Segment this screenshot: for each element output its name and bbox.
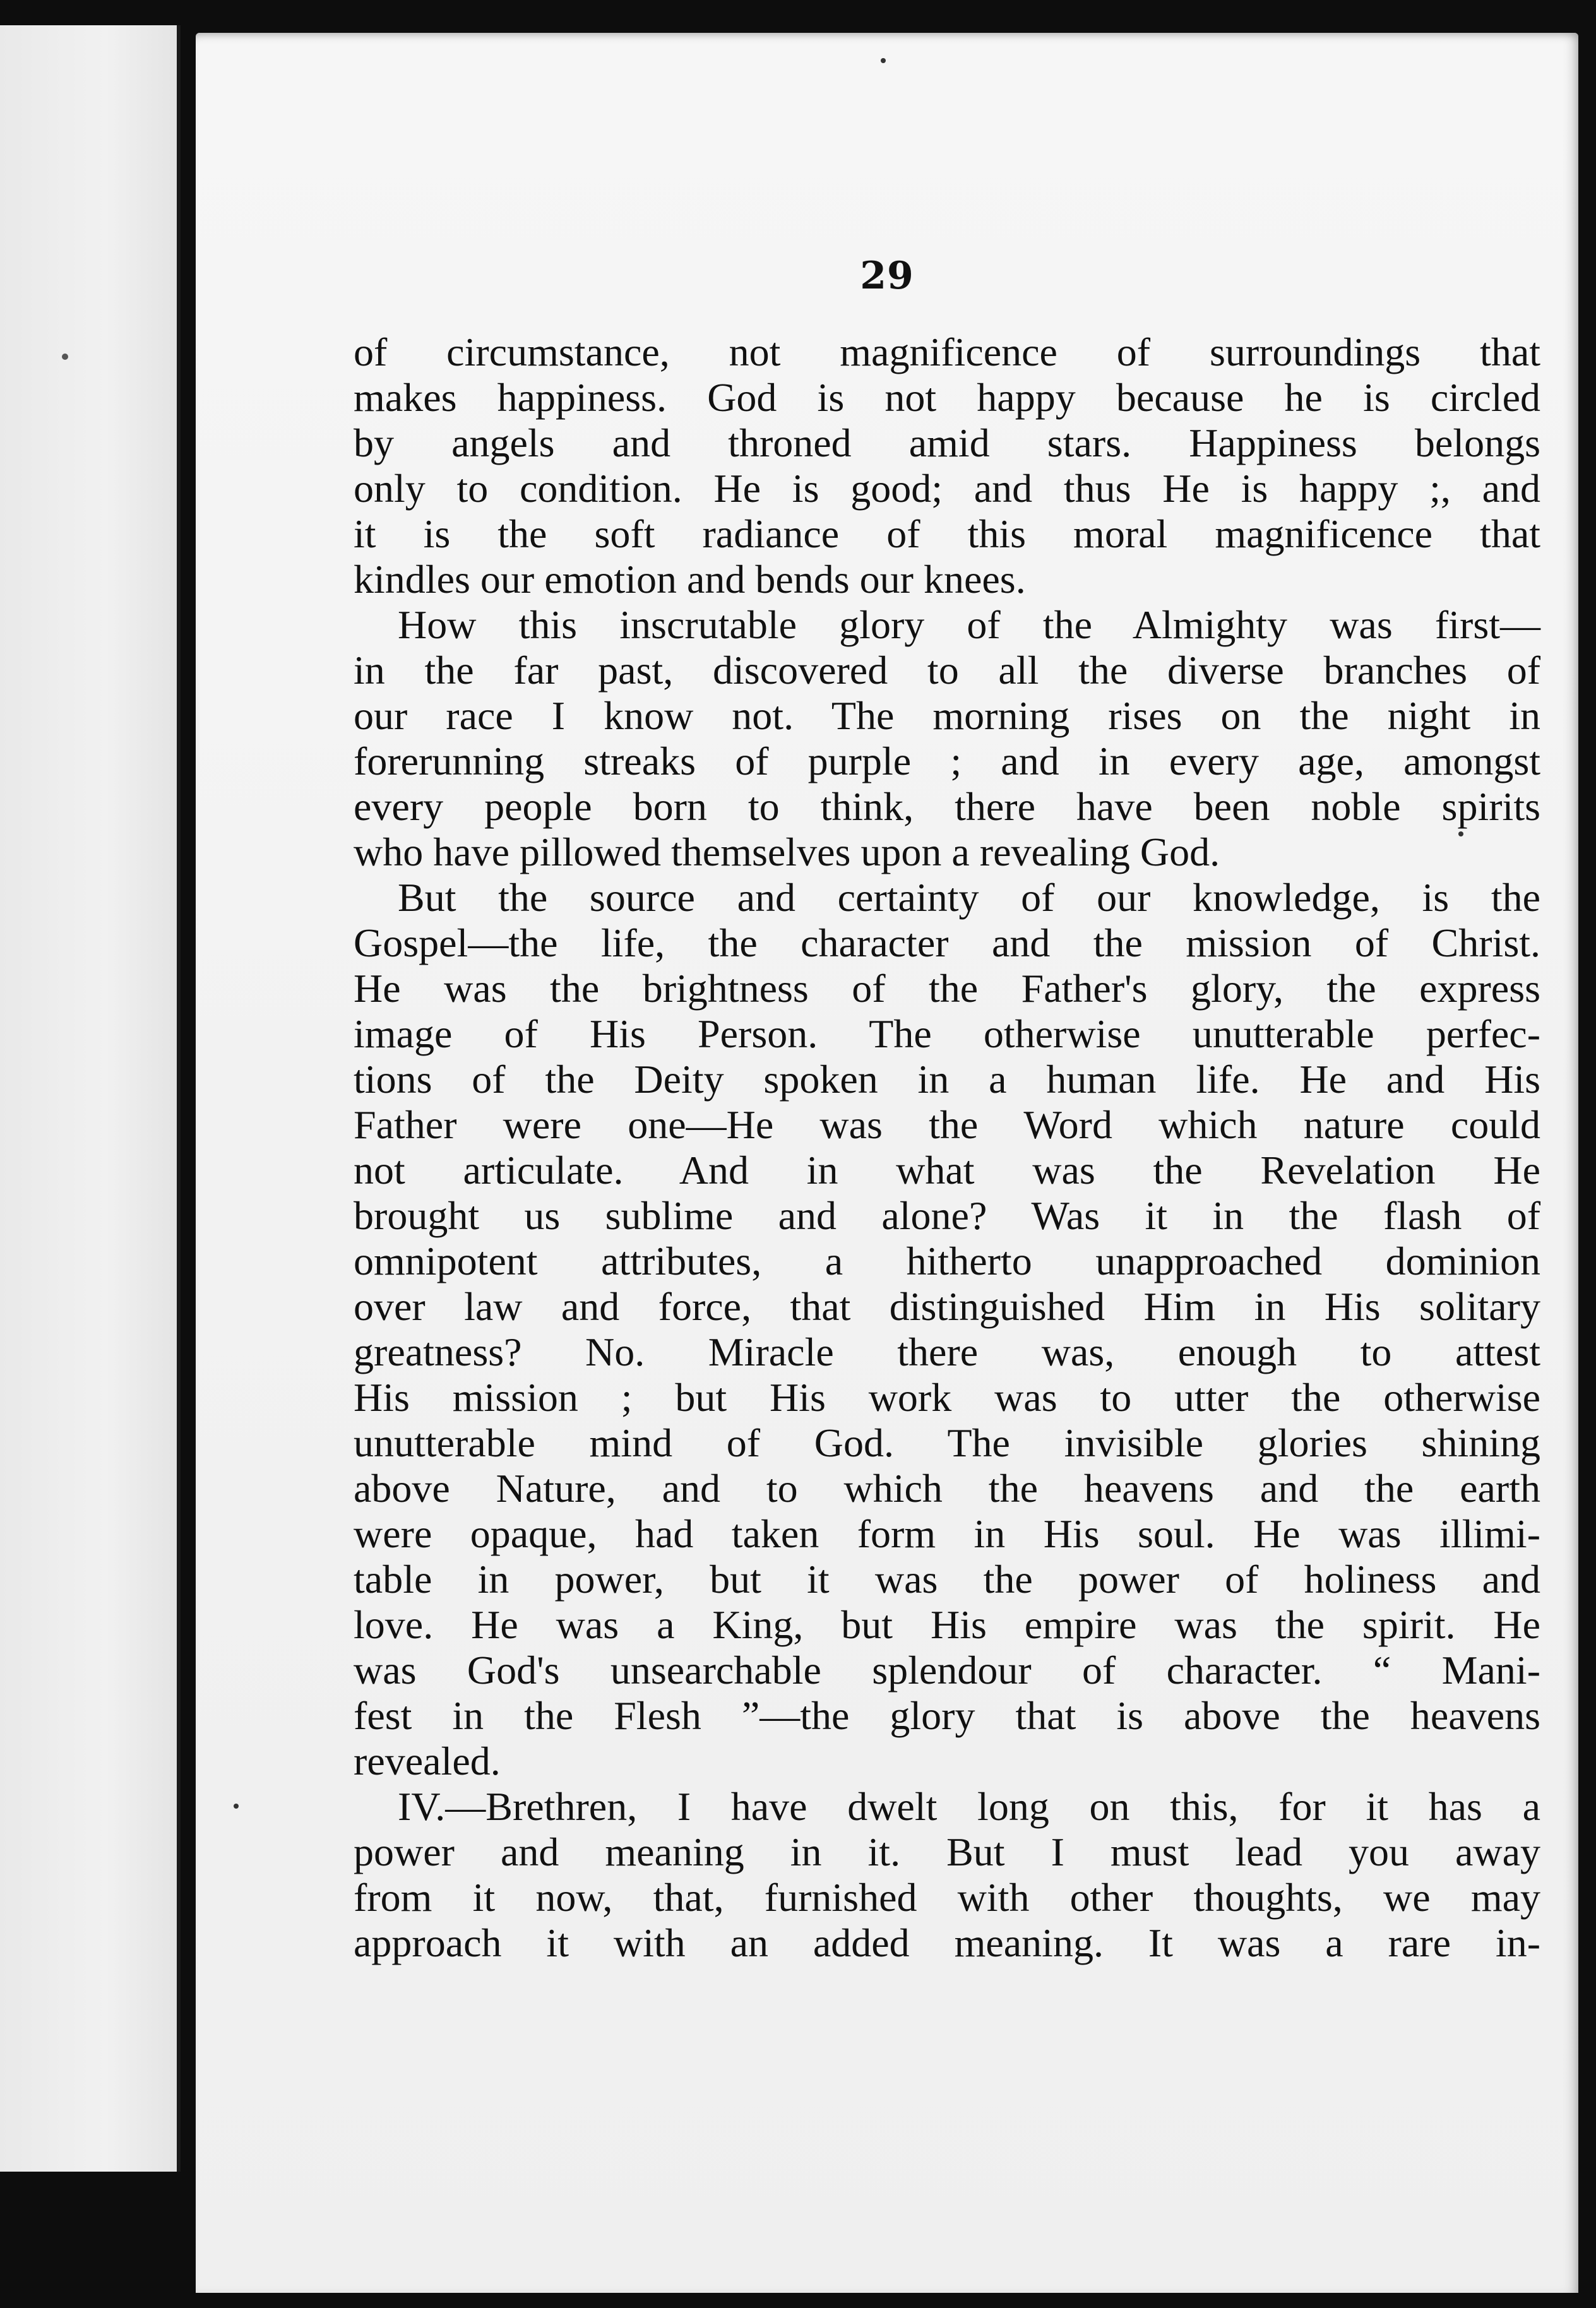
text-line-20: brought us sublime and alone? Was it in the flash of <box>354 1193 1540 1238</box>
text-line-36: approach it with an added meaning. It was a rare in- <box>354 1920 1540 1965</box>
text-line-15: He was the brightness of the Father's glory, the express <box>354 966 1540 1011</box>
text-line-11: every people born to think, there have been noble spirits <box>354 784 1540 829</box>
text-line-9: our race I know not. The morning rises on the night in <box>354 693 1540 738</box>
text-line-3: by angels and throned amid stars. Happiness belongs <box>354 420 1540 465</box>
text-line-1: of circumstance, not magnificence of surroundings that <box>354 330 1540 374</box>
text-line-7: How this inscrutable glory of the Almighty was first— <box>398 602 1540 647</box>
text-line-28: table in power, but it was the power of holiness and <box>354 1557 1540 1602</box>
text-line-4: only to condition. He is good; and thus He is happy ;, and <box>354 466 1540 511</box>
text-line-32: revealed. <box>354 1739 501 1783</box>
text-line-12: who have pillowed themselves upon a revealing God. <box>354 830 1220 874</box>
page-speck <box>1458 831 1463 836</box>
book-page <box>196 33 1578 2293</box>
text-line-22: over law and force, that distinguished Him in His solitary <box>354 1284 1540 1329</box>
page-speck <box>234 1804 239 1809</box>
text-line-6: kindles our emotion and bends our knees. <box>354 557 1026 602</box>
text-line-17: tions of the Deity spoken in a human life. He and His <box>354 1057 1540 1102</box>
left-page-edge <box>0 25 181 2172</box>
text-line-30: was God's unsearchable splendour of character. “ Mani- <box>354 1648 1540 1692</box>
text-line-13: But the source and certainty of our knowledge, is the <box>398 875 1540 920</box>
text-line-34: power and meaning in it. But I must lead you away <box>354 1829 1540 1874</box>
text-line-5: it is the soft radiance of this moral magnificence that <box>354 511 1540 556</box>
text-line-21: omnipotent attributes, a hitherto unapproached dominion <box>354 1239 1540 1283</box>
text-line-2: makes happiness. God is not happy because he is circled <box>354 375 1540 420</box>
text-line-24: His mission ; but His work was to utter the otherwise <box>354 1375 1540 1420</box>
text-line-33: IV.—Brethren, I have dwelt long on this, for it has a <box>398 1784 1540 1829</box>
text-line-8: in the far past, discovered to all the diverse branches of <box>354 648 1540 693</box>
text-line-14: Gospel—the life, the character and the mission of Christ. <box>354 920 1540 965</box>
text-line-16: image of His Person. The otherwise unutterable perfec- <box>354 1011 1540 1056</box>
left-page-speck <box>62 354 68 360</box>
text-line-10: forerunning streaks of purple ; and in every age, amongst <box>354 739 1540 783</box>
text-line-19: not articulate. And in what was the Revelation He <box>354 1148 1540 1193</box>
body-text <box>354 330 1540 1966</box>
text-line-23: greatness? No. Miracle there was, enough to attest <box>354 1329 1540 1374</box>
text-line-26: above Nature, and to which the heavens and the earth <box>354 1466 1540 1511</box>
page-number: 29 <box>860 254 914 298</box>
text-line-27: were opaque, had taken form in His soul. He was illimi- <box>354 1511 1540 1556</box>
text-line-29: love. He was a King, but His empire was the spirit. He <box>354 1602 1540 1647</box>
page-speck <box>881 58 886 63</box>
text-line-25: unutterable mind of God. The invisible glories shining <box>354 1420 1540 1465</box>
text-line-35: from it now, that, furnished with other thoughts, we may <box>354 1875 1540 1920</box>
text-line-31: fest in the Flesh ”—the glory that is above the heavens <box>354 1693 1540 1738</box>
text-line-18: Father were one—He was the Word which nature could <box>354 1102 1540 1147</box>
